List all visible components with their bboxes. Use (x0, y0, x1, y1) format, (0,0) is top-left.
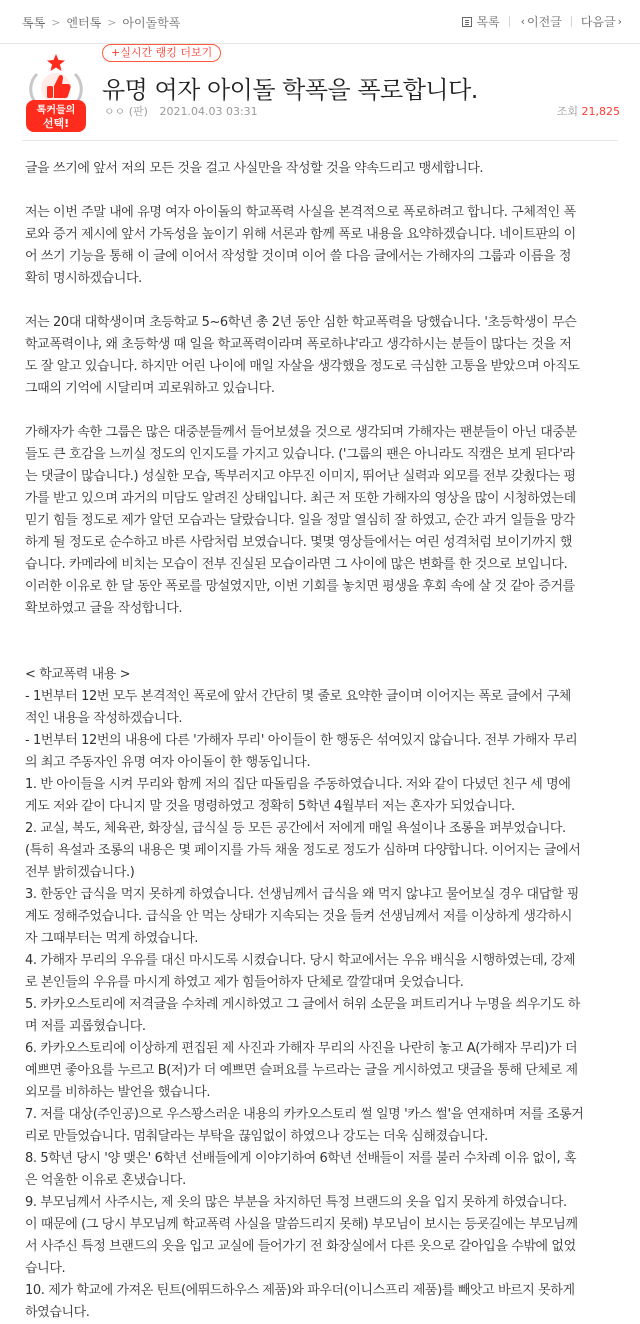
breadcrumb-item-entertalk[interactable]: 엔터톡 (66, 16, 102, 30)
post-paragraph (25, 312, 617, 400)
school-violence-list (25, 664, 617, 1324)
chevron-left-icon: ‹ (520, 15, 526, 28)
thumbs-up-icon (41, 73, 71, 103)
body-text-line: 그때의 기억에 시달리며 괴로워하고 있습니다. (25, 381, 275, 396)
post-date: 2021.04.03 03:31 (159, 105, 258, 118)
body-text-line: 4. 가해자 무리의 우유를 대신 마시도록 시켰습니다. 당시 학교에서는 우유 배식을 시행하였는데, 강제 (25, 953, 576, 968)
body-text-line: 하게 될 정도로 순수하고 바른 사람처럼 보였습니다. 몇몇 영상들에서는 여린 성격처럼 보이기까지 했 (25, 535, 572, 550)
body-text-line: 저는 20대 대학생이며 초등학교 5~6학년 총 2년 동안 심한 학교폭력을 당했습니다. '초등학생이 무슨 (25, 315, 577, 330)
body-text-line: - 1번부터 12번의 내용에 다른 '가해자 무리' 아이들이 한 행동은 섞여있지 않습니다. 전부 가해자 무리 (25, 733, 578, 748)
body-text-line: 하였습니다. (25, 1305, 90, 1320)
top-navigation (0, 0, 640, 44)
chevron-right-icon: > (51, 16, 61, 29)
body-text-line: 서 사주신 특정 브랜드의 옷을 입고 교실에 들어가기 전 화장실에서 다른 옷으로 갈아입을 수밖에 없었 (25, 1239, 576, 1254)
body-text-line: 학교폭력이냐, 왜 초등학생 때 일을 학교폭력이라며 폭로하냐'라고 생각하시는 분들이 많다는 것을 저 (25, 337, 572, 352)
badge-text-line1: 톡커들의 (36, 105, 76, 116)
body-text-line: 6. 카카오스토리에 이상하게 편집된 제 사진과 가해자 무리의 사진을 나란히 놓고 A(가해자 무리)가 더 (25, 1041, 578, 1056)
badge-text-line2: 선택! (42, 117, 70, 130)
body-text-line: 가해자가 속한 그룹은 많은 대중분들께서 들어보셨을 것으로 생각되며 가해자는 팬분들이 아닌 대중분 (25, 425, 577, 440)
body-text-line: 7. 저를 대상(주인공)으로 우스꽝스러운 내용의 카카오스토리 썰 일명 '카스 썰'을 연재하며 저를 조롱거 (25, 1107, 584, 1122)
body-text-line: 5. 카카오스토리에 저격글을 수차례 게시하였고 그 글에서 허위 소문을 퍼트리거나 누명을 씌우기도 하 (25, 997, 580, 1012)
view-count-value: 21,825 (581, 105, 620, 118)
body-text-line: 게도 저와 같이 다니지 말 것을 명령하였고 정확히 5학년 4월부터 저는 혼자가 되었습니다. (25, 799, 515, 814)
body-text-line: 며 저를 괴롭혔습니다. (25, 1019, 146, 1034)
body-text-line: 자 그때부터는 먹게 하였습니다. (25, 931, 198, 946)
body-text-line: 습니다. (25, 1261, 66, 1276)
body-text-line: 의 최고 주동자인 유명 여자 아이돌이 한 행동입니다. (25, 755, 311, 770)
view-count-label: 조회 (556, 105, 578, 118)
body-text-line: (특히 욕설과 조롱의 내용은 몇 페이지를 가득 채울 정도로 정도가 심하며 다양합니다. 이어지는 글에서 (25, 843, 581, 858)
body-text-line: 리로 만들었습니다. 멈춰달라는 부탁을 끊임없이 하였으나 강도는 더욱 심해졌습니다. (25, 1129, 488, 1144)
post-paragraph (25, 202, 617, 290)
post-navigation (462, 13, 624, 30)
body-text-line: 믿기 힘들 정도로 제가 알던 모습과는 달랐습니다. 일을 정말 열심히 잘 하였고, 순간 과거 일들을 망각 (25, 513, 575, 528)
body-text-line: 글을 쓰기에 앞서 저의 모든 것을 걸고 사실만을 작성할 것을 약속드리고 맹세합니다. (25, 161, 484, 176)
list-icon (462, 17, 472, 27)
realtime-ranking-link[interactable]: +실시간 랭킹 더보기 (102, 44, 221, 62)
body-text-line: 계도 정해주었습니다. 급식을 안 먹는 상태가 지속되는 것을 들켜 선생님께서 저를 이상하게 생각하시 (25, 909, 572, 924)
chevron-right-icon: > (107, 16, 117, 29)
body-text-line: - 1번부터 12번 모두 본격적인 폭로에 앞서 간단히 몇 줄로 요약한 글이며 이어지는 폭로 글에서 구체 (25, 689, 571, 704)
body-text-line: 가를 받고 있으며 과거의 미담도 알려진 상태입니다. 최근 저 또한 가해자의 영상을 많이 시청하였는데 (25, 491, 576, 506)
body-text-line: 는 댓글이 많습니다.) 성실한 모습, 똑부러지고 야무진 이미지, 뛰어난 실력과 외모를 전부 갖췄다는 평 (25, 469, 576, 484)
prev-post-label: 이전글 (527, 15, 562, 29)
body-text-line: 예쁘면 좋아요를 누르고 B(저)가 더 예쁘면 슬퍼요를 누르라는 글을 게시하였고 댓글을 통해 단체로 제 (25, 1063, 578, 1078)
body-text-line: 들도 큰 호감을 느끼실 정도의 인지도를 가지고 있습니다. ('그룹의 팬은 아니라도 직캠은 보게 된다'라 (25, 447, 575, 462)
talkers-choice-badge (25, 54, 87, 132)
post-meta (104, 103, 258, 119)
body-text-line: 8. 5학년 당시 '양 맺은' 6학년 선배들에게 이야기하여 6학년 선배들이 저를 불러 수차례 이유 없이, 혹 (25, 1151, 577, 1166)
next-post-label: 다음글 (580, 15, 616, 29)
body-text-line: 저는 이번 주말 내에 유명 여자 아이돌의 학교폭력 사실을 본격적으로 폭로하려고 합니다. 구체적인 폭 (25, 205, 576, 220)
post-intro (25, 158, 617, 180)
list-button-label: 목록 (476, 15, 500, 29)
body-text-line: 9. 부모님께서 사주시는, 제 옷의 많은 부분을 차지하던 특정 브랜드의 옷을 입지 못하게 하였습니다. (25, 1195, 567, 1210)
star-icon (47, 54, 65, 71)
post-title: 유명 여자 아이돌 학폭을 폭로합니다. (102, 76, 478, 104)
prev-post-button[interactable] (519, 13, 562, 30)
body-text-line: 3. 한동안 급식을 먹지 못하게 하였습니다. 선생님께서 급식을 왜 먹지 않냐고 물어보실 경우 대답할 핑 (25, 887, 579, 902)
body-text-line: 확히 명시하겠습니다. (25, 271, 142, 286)
header-divider (22, 140, 618, 141)
divider (509, 16, 510, 27)
post-paragraph (25, 422, 617, 620)
body-text-line: 외모를 비하하는 발언을 했습니다. (25, 1085, 211, 1100)
body-text-line: 은 억울한 이유로 혼냈습니다. (25, 1173, 186, 1188)
divider (571, 16, 572, 27)
body-text-line: 적인 내용을 작성하겠습니다. (25, 711, 183, 726)
body-text-line: 로 본인들의 우유를 마시게 하였고 제가 힘들어하자 단체로 깔깔대며 웃었습니다. (25, 975, 464, 990)
body-text-line: 로와 증거 제시에 앞서 가독성을 높이기 위해 서론과 함께 폭로 내용을 요약하겠습니다. 네이트판의 이 (25, 227, 576, 242)
post-author[interactable]: ㅇㅇ (판) (104, 105, 148, 118)
breadcrumb-item-category[interactable]: 아이돌학폭 (122, 16, 181, 30)
body-text-line: 이러한 이유로 한 달 동안 폭로를 망설였지만, 이번 기회를 놓치면 평생을 후회 속에 살 것 같아 증거를 (25, 579, 575, 594)
body-text-line: 이 때문에 (그 당시 부모님께 학교폭력 사실을 말씀드리지 못해) 부모님이 보시는 등굣길에는 부모님께 (25, 1217, 578, 1232)
list-button[interactable] (462, 13, 499, 30)
breadcrumb (22, 14, 180, 31)
breadcrumb-item-talktalk[interactable]: 톡톡 (22, 16, 46, 30)
post-body (25, 158, 617, 1324)
body-text-line: 도 잘 알고 있습니다. 하지만 어린 나이에 매일 자살을 생각했을 정도로 극심한 고통을 받았으며 아직도 (25, 359, 580, 374)
body-text-line: 확보하였고 글을 작성합니다. (25, 601, 183, 616)
body-text-line: < 학교폭력 내용 > (25, 667, 131, 682)
body-text-line: 어 쓰기 기능을 통해 이 글에 이어서 작성할 것이며 이어 쓸 다음 글에서는 가해자의 그룹과 이름을 정 (25, 249, 572, 264)
body-text-line: 1. 반 아이들을 시켜 무리와 함께 저의 집단 따돌림을 주동하였습니다. 저와 같이 다녔던 친구 세 명에 (25, 777, 571, 792)
body-text-line: 습니다. 카메라에 비치는 모습이 전부 진실된 모습이라면 그 사이에 많은 변화를 한 것으로 보입니다. (25, 557, 568, 572)
body-text-line: 전부 밝히겠습니다.) (25, 865, 135, 880)
view-count (557, 103, 620, 119)
body-text-line: 10. 제가 학교에 가져온 틴트(에뛰드하우스 제품)와 파우더(이니스프리 제품)를 빼앗고 바르지 못하게 (25, 1283, 575, 1298)
chevron-right-icon: › (617, 15, 622, 28)
body-text-line: 2. 교실, 복도, 체육관, 화장실, 급식실 등 모든 공간에서 저에게 매일 욕설이나 조롱을 퍼부었습니다. (25, 821, 566, 836)
next-post-button[interactable] (581, 13, 624, 30)
